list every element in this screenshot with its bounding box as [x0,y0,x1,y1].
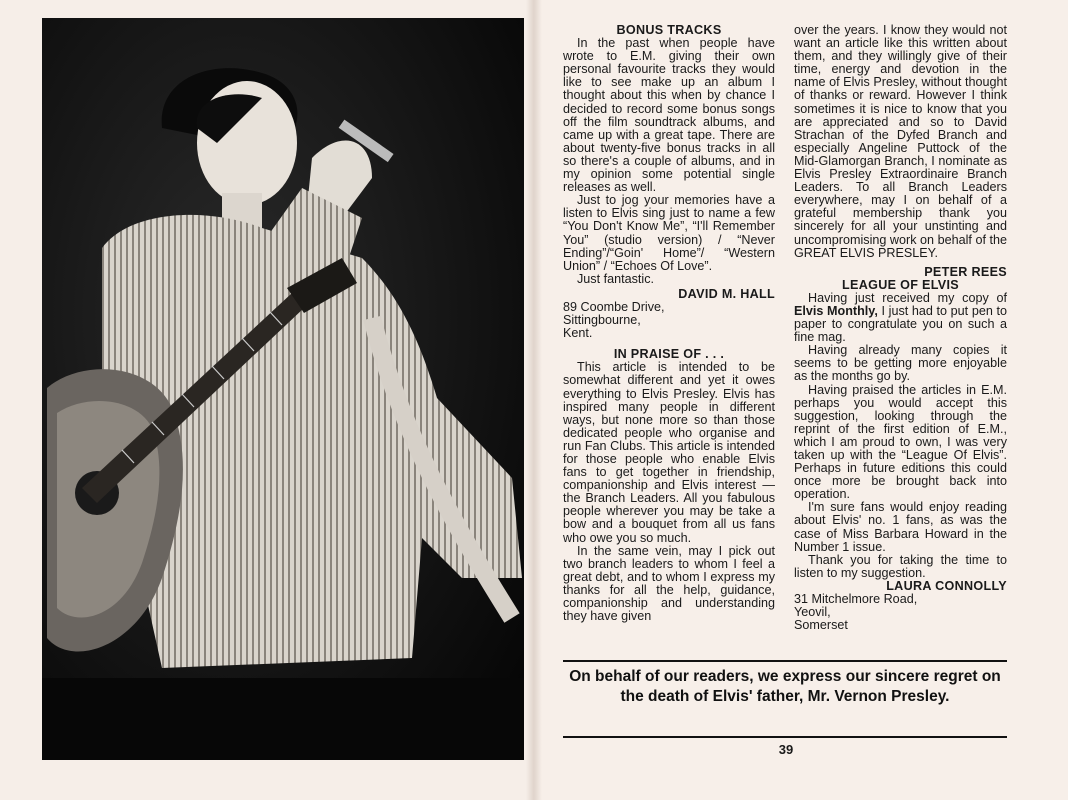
page-spine [526,0,542,800]
photo-performer-guitar-icon [42,18,524,760]
bonus-tracks-heading: BONUS TRACKS [616,23,722,37]
text-column-2 [794,24,1007,632]
condolence-text: On behalf of our readers, we express our sincere regret on the death of Elvis' father, Mr. Vernon Presley. [569,668,1001,705]
league-address-line-3: Somerset [794,618,848,633]
league-address-line-2: Yeovil, [794,605,831,620]
page-number: 39 [778,742,794,757]
league-heading: LEAGUE OF ELVIS [842,277,959,292]
bonus-address-line-1: 89 Coombe Drive, [563,299,665,314]
bonus-signature: DAVID M. HALL [678,286,775,301]
condolence-notice [563,660,1007,738]
praise-paragraph-1: This article is intended to be somewhat different and yet it owes everything to Elvis Presley. Elvis has inspired many people in different ways, but none more so than those dedicated people who organise and run Fan Clubs. This article is intended for those people who enable Elvis fans to get together in friendship, companionship and Elvis interest — the Branch Leaders. All you fabulous people wherever you may be take a bow and a bouquet from all us fans who owe you so much. [563,360,775,545]
bonus-paragraph-2: Just to jog your memories have a listen to Elvis sing just to name a few “You Don't Know Me”, “I'll Remember You” (studio version) / “Never Ending”/“Goin' Home”/ “Western Union” / “Echoes Of Love”. [563,193,775,273]
league-signature: LAURA CONNOLLY [886,578,1007,593]
league-paragraph-3: Having praised the articles in E.M. perhaps you would accept this suggestion, looking through the reprint of the first edition of E.M., which I am proud to own, I was very taken up with the “League Of Elvis”. Perhaps in future editions this could once more be brought back into operation. [794,382,1007,502]
league-paragraph-5: Thank you for taking the time to listen to my suggestion. [794,552,1007,580]
praise-paragraph-2: In the same vein, may I pick out two branch leaders to whom I feel a great debt, and to whom I express my thanks for all the help, guidance, companionship and understanding they have given [563,543,775,624]
performer-photo [42,18,524,760]
praise-signature: PETER REES [924,264,1007,279]
league-paragraph-1: Having just received my copy of Elvis Monthly, I just had to put pen to paper to congratulate you on such a fine mag. [794,290,1007,345]
magazine-title: Elvis Monthly, [794,303,878,318]
text-column-1 [563,24,775,623]
praise-heading: IN PRAISE OF . . . [613,347,725,362]
bonus-paragraph-3: Just fantastic. [577,271,654,286]
praise-paragraph-2-continued: over the years. I know they would not want an article like this written about them, and they willingly give of their time, energy and devotion in the name of Elvis Presley, without thought of thanks or reward. However I think sometimes it is nice to know that you are appreciated and so to David Strachan of the Dyfed Branch and especially Angeline Puttock of the Mid-Glamorgan Branch, I nominate as Elvis Presley Extraordinaire Branch Leaders. To all Branch Leaders everywhere, may I on behalf of a grateful membership thank you sincerely for all your unstinting and uncompromising work on behalf of the GREAT ELVIS PRESLEY. [794,23,1007,260]
bonus-address-line-2: Sittingbourne, [563,313,641,328]
bonus-paragraph-1: In the past when people have wrote to E.M. giving their own personal favourite tracks they would like to see make up an album I thought about this when by chance I decided to record some bonus songs off the film soundtrack albums, and came up with a great tape. There are about twenty-five bonus tracks in all so there's a couple of albums, and in my opinion some potential single releases as well. [563,36,775,195]
league-paragraph-2: Having already many copies it seems to be getting more enjoyable as the months go by. [794,343,1007,384]
bonus-address-line-3: Kent. [563,326,593,341]
league-paragraph-4: I'm sure fans would enjoy reading about Elvis' no. 1 fans, as was the case of Miss Barbara Howard in the Number 1 issue. [794,500,1007,554]
league-address-line-1: 31 Mitchelmore Road, [794,592,918,607]
